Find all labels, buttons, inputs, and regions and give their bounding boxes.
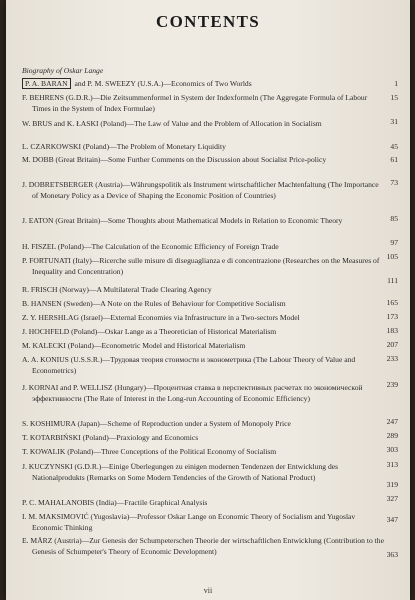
entry-text: and P. M. SWEEZY (U.S.A.)—Economics of Two Worlds: [72, 79, 252, 88]
boxed-author: P. A. BARAN: [22, 78, 71, 89]
page-number: 183: [386, 326, 398, 335]
page-number: 247: [386, 417, 398, 426]
toc-entry: Z. Y. HERSHLAG (Israel)—External Economies via Infrastructure in a Two-sectors Model: [22, 313, 300, 322]
page-number: 105: [386, 252, 398, 261]
contents-page: [6, 0, 410, 600]
page-number: 31: [390, 117, 398, 126]
toc-entry: R. FRISCH (Norway)—A Multilateral Trade Clearing Agency: [22, 285, 212, 294]
page-number: 15: [390, 93, 398, 102]
toc-entry: M. KALECKI (Poland)—Econometric Model and Historical Materialism: [22, 341, 246, 350]
page-number: 45: [390, 142, 398, 151]
toc-entry: J. EATON (Great Britain)—Some Thoughts about Mathematical Models in Relation to Economic Theory: [22, 216, 343, 225]
page-number: 97: [390, 238, 398, 247]
page-number: 165: [386, 298, 398, 307]
page-number: 233: [386, 354, 398, 363]
toc-entry: E. MÄRZ (Austria)—Zur Genesis der Schumpeterschen Theorie der wirtschaftlichen Entwicklung (Contribution to the Genesis of Schumpeter's Theory of Economic Development): [22, 536, 384, 556]
page-title: CONTENTS: [156, 12, 260, 31]
page-number: 327: [386, 494, 398, 503]
page-number: 73: [390, 178, 398, 187]
page-number: 303: [386, 445, 398, 454]
page-number: 289: [386, 431, 398, 440]
page-number: 111: [387, 276, 398, 285]
toc-entry: H. FISZEL (Poland)—The Calculation of the Economic Efficiency of Foreign Trade: [22, 242, 279, 251]
page-number: 85: [390, 214, 398, 223]
toc-entry: [22, 66, 384, 77]
toc-entry: [22, 79, 384, 90]
toc-entry: T. KOWALIK (Poland)—Three Conceptions of the Political Economy of Socialism: [22, 447, 277, 456]
page-number: 347: [386, 515, 398, 524]
page-number: 319: [386, 480, 398, 489]
page-number: 207: [386, 340, 398, 349]
toc-entry: A. A. KONIUS (U.S.S.R.)—Трудовая теория стоимости и эконометрика (The Labour Theory of Value and Econometrics): [22, 355, 356, 375]
toc-entry: M. DOBB (Great Britain)—Some Further Comments on the Discussion about Socialist Price-policy: [22, 155, 327, 164]
toc-entry: J. DOBRETSBERGER (Austria)—Währungspolitik als Instrument wirtschaftlicher Machtenfaltung (The Importance of Monetary Policy as a Device of Shaping the Economic Position of Countries): [22, 180, 379, 200]
entry-text: Biography of Oskar Lange: [22, 66, 104, 75]
toc-entry: J. HOCHFELD (Poland)—Oskar Lange as a Theoretician of Historical Materialism: [22, 327, 277, 336]
page-number: 173: [386, 312, 398, 321]
page-number: 1: [394, 79, 398, 88]
folio: vii: [203, 586, 213, 595]
toc-entry: J. KUCZYNSKI (G.D.R.)—Einige Überlegungen zu einigen modernen Tendenzen der Entwicklung des Nationalprodukts (Remarks on Some Modern Tendencies of the Growth of National Product): [22, 462, 339, 482]
toc-entry: P. C. MAHALANOBIS (India)—Fractile Graphical Analysis: [22, 498, 208, 507]
page-number: 61: [390, 155, 398, 164]
toc-entry: I. M. MAKSIMOVIĆ (Yugoslavia)—Professor Oskar Lange on Economic Theory of Socialism and Yugoslav Economic Thinking: [22, 512, 356, 532]
page-number: 363: [386, 550, 398, 559]
page-number: 313: [386, 460, 398, 469]
toc-entry: B. HANSEN (Sweden)—A Note on the Rules of Behaviour for Competitive Socialism: [22, 299, 286, 308]
toc-entry: L. CZARKOWSKI (Poland)—The Problem of Monetary Liquidity: [22, 142, 226, 151]
toc-entry: F. BEHRENS (G.D.R.)—Die Zeitsummenformel in System der Indexformeln (The Aggregate Formula of Labour Times in the System of Index Formulae): [22, 93, 368, 113]
toc-entry: T. KOTARBIŃSKI (Poland)—Praxiology and Economics: [22, 433, 199, 442]
toc-entry: J. KORNAI and P. WELLISZ (Hungary)—Процентная ставка в перспективных расчетах по экономической эффективности (The Rate of Interest in the Long-run Accounting of Economic Efficiency): [22, 383, 363, 403]
toc-entry: P. FORTUNATI (Italy)—Ricerche sulle misure di diseguaglianza e di concentrazione (Researches on the Measures of Inequality and Concentration): [22, 256, 380, 276]
toc-entry: W. BRUS and K. ŁASKI (Poland)—The Law of Value and the Problem of Allocation in Socialism: [22, 119, 322, 128]
page-number: 239: [386, 380, 398, 389]
toc-entry: S. KOSHIMURA (Japan)—Scheme of Reproduction under a System of Monopoly Price: [22, 419, 291, 428]
